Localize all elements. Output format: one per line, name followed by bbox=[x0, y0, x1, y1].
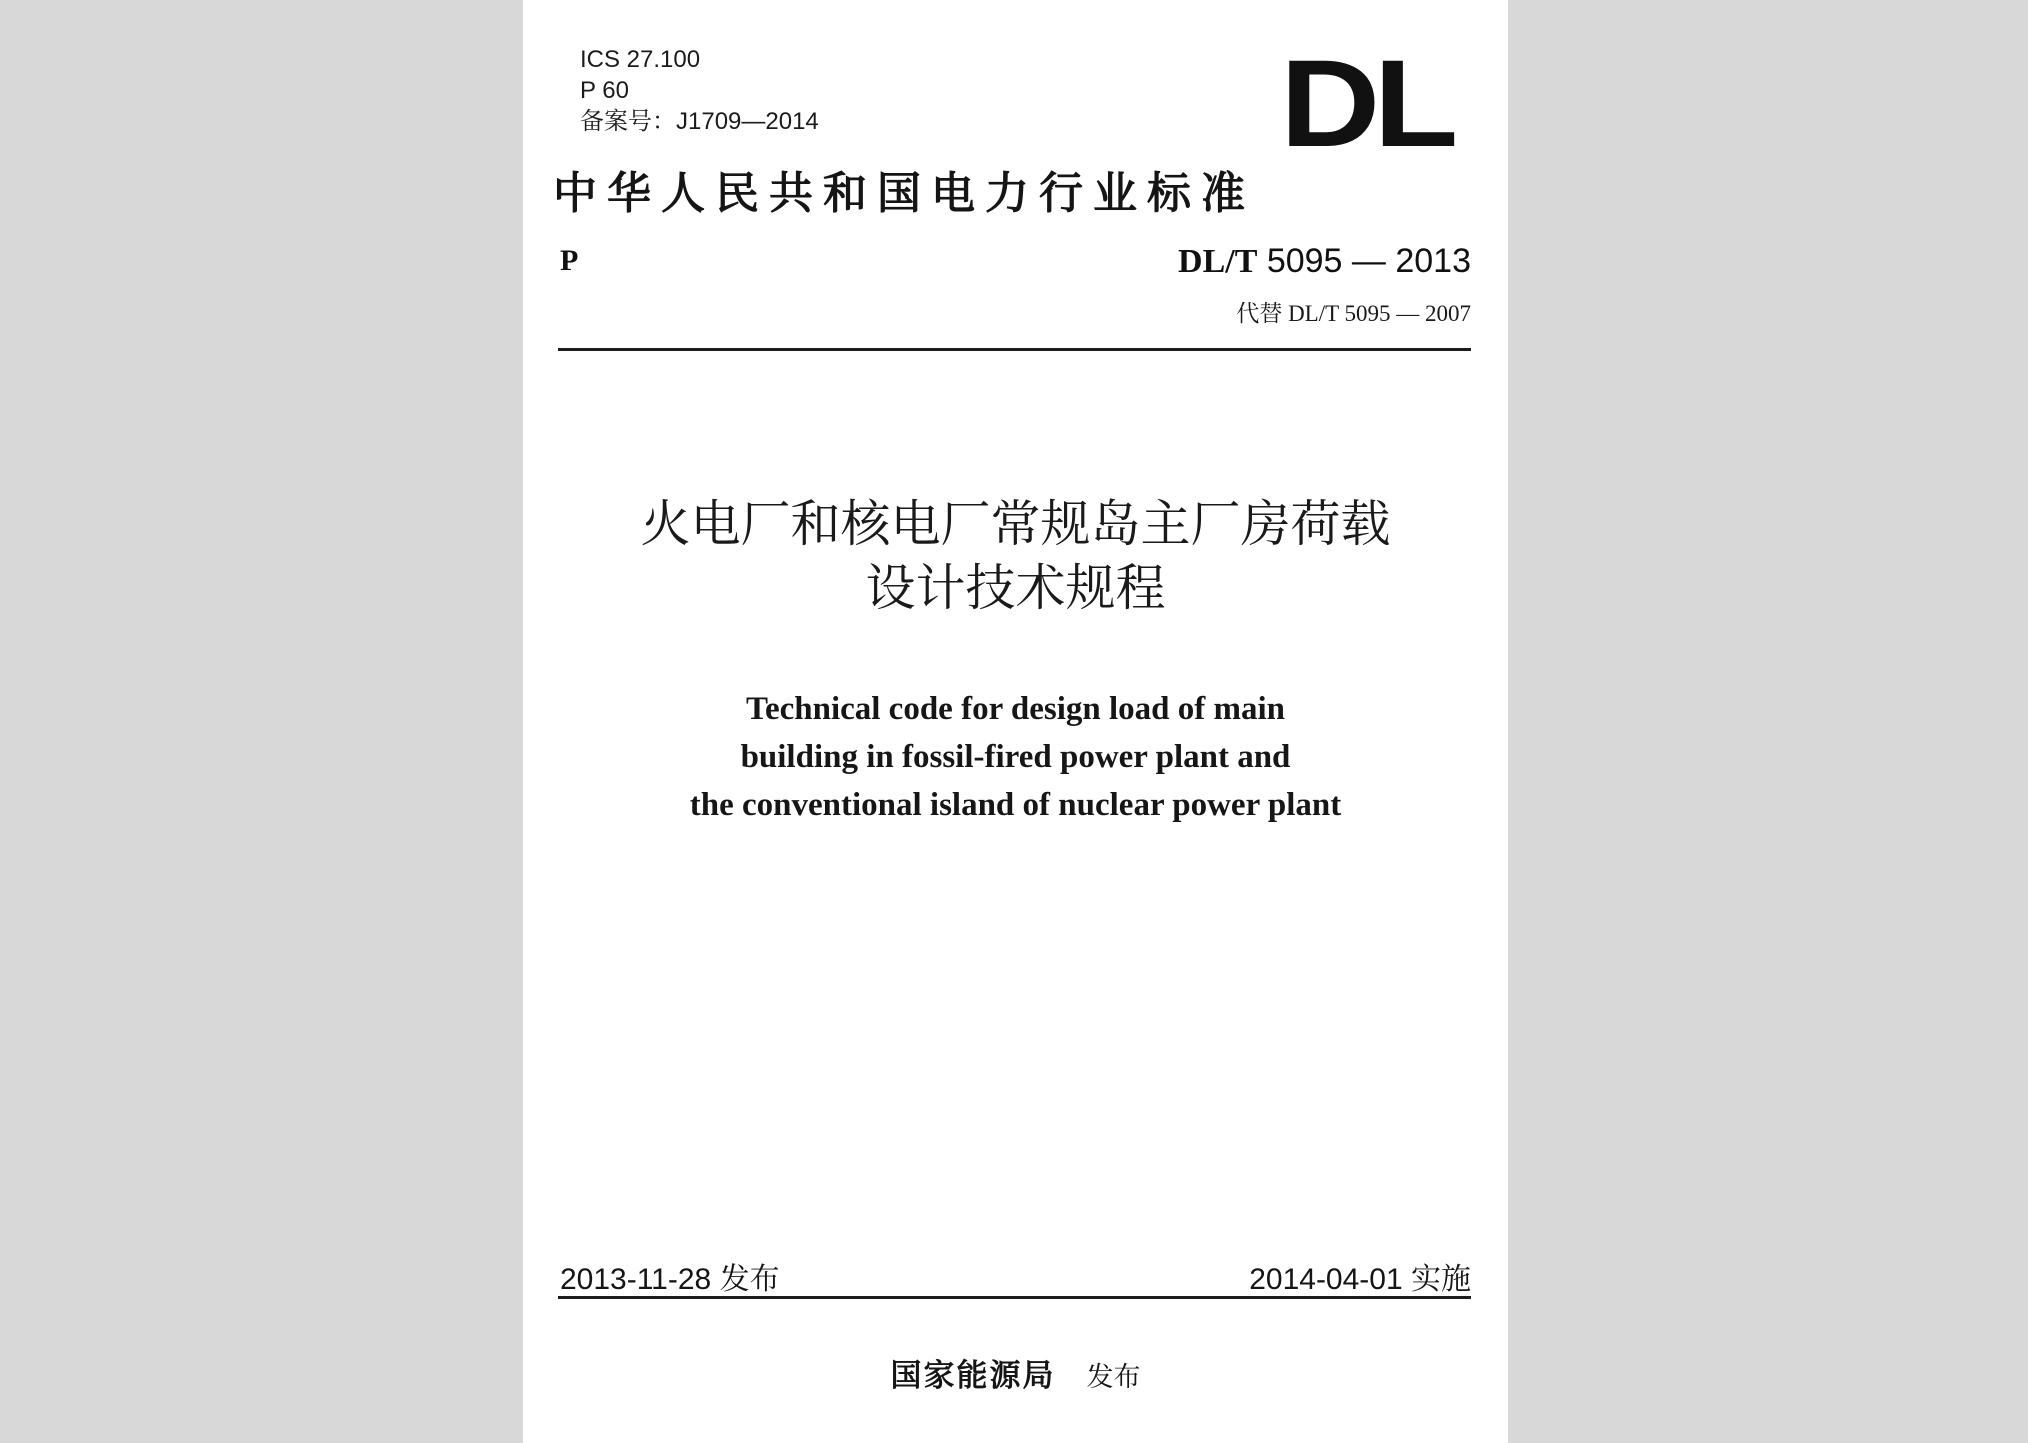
issue-date: 2013-11-28 发布 bbox=[560, 1263, 780, 1296]
replaces-standard: 代替 DL/T 5095 — 2007 bbox=[1236, 301, 1471, 326]
issuer-line bbox=[523, 1350, 1508, 1395]
standard-number-value: 5095 — 2013 bbox=[1266, 242, 1471, 280]
issuer-organization: 国家能源局 bbox=[890, 1358, 1056, 1394]
standard-prefix: DL/T bbox=[1178, 243, 1258, 280]
issuer-verb: 发布 bbox=[1086, 1362, 1141, 1393]
english-title bbox=[523, 685, 1508, 829]
organization-title: 中华人民共和国电力行业标准 bbox=[553, 168, 1255, 219]
filing-number: 备案号：J1709—2014 bbox=[580, 108, 819, 135]
english-title-line-2: building in fossil-fired power plant and bbox=[740, 739, 1291, 775]
document-cover-page bbox=[523, 0, 1508, 1443]
standard-number bbox=[1178, 242, 1471, 281]
chinese-title-line-1: 火电厂和核电厂常规岛主厂房荷载 bbox=[640, 495, 1391, 553]
ics-code: ICS 27.100 bbox=[580, 46, 701, 73]
chinese-title-line-2: 设计技术规程 bbox=[865, 559, 1166, 617]
english-title-line-1: Technical code for design load of main bbox=[745, 691, 1286, 727]
top-divider bbox=[558, 348, 1471, 351]
dl-logo: DL bbox=[1280, 35, 1452, 173]
classification-block bbox=[580, 44, 819, 137]
english-title-line-3: the conventional island of nuclear power plant bbox=[689, 787, 1342, 823]
ccs-code: P 60 bbox=[580, 77, 629, 104]
chinese-title bbox=[523, 492, 1508, 620]
effective-date: 2014-04-01 实施 bbox=[1249, 1263, 1471, 1296]
classification-letter: P bbox=[560, 244, 579, 277]
bottom-divider bbox=[558, 1296, 1471, 1299]
